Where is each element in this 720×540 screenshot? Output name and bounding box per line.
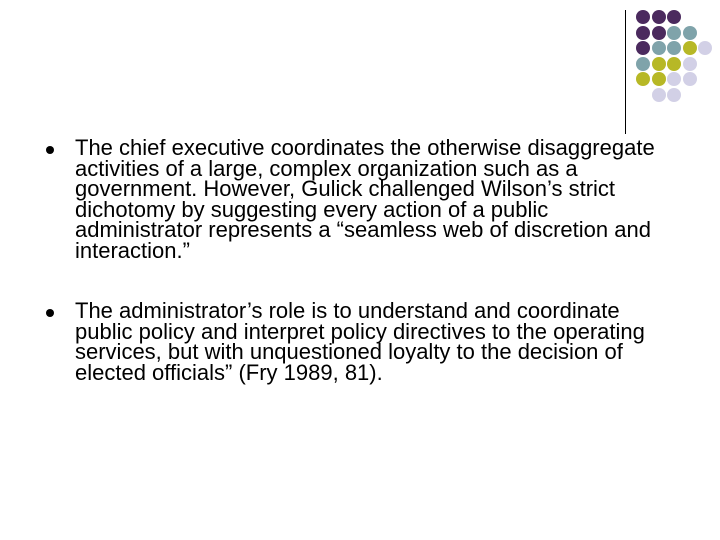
decorative-dot [667, 10, 681, 24]
decorative-dot [698, 41, 712, 55]
decorative-dot [636, 57, 650, 71]
decorative-dot [636, 72, 650, 86]
decorative-dot [683, 72, 697, 86]
decorative-dot [652, 26, 666, 40]
bullet-dot-icon [46, 309, 54, 317]
decorative-dot [667, 57, 681, 71]
bullet-item-2 [46, 298, 676, 385]
decorative-dot [652, 57, 666, 71]
decorative-dot [652, 41, 666, 55]
decorative-dot [636, 10, 650, 24]
bullet-text: The chief executive coordinates the otherwise disaggregate activities of a large, complex organization such as a government. However, Gulick challenged Wilson’s strict dichotomy by suggesting every action of a public administrator represents a “seamless web of discretion and interaction.” [75, 135, 655, 263]
bullet-list [46, 135, 676, 385]
bullet-item-1 [46, 135, 676, 263]
decorative-dot [652, 72, 666, 86]
decorative-dot [667, 26, 681, 40]
bullet-dot-icon [46, 146, 54, 154]
decorative-dot [667, 88, 681, 102]
decorative-dot [683, 41, 697, 55]
bullet-text: The administrator’s role is to understand and coordinate public policy and interpret policy directives to the operating services, but with unquestioned loyalty to the decision of elected officials” (Fry 1989, 81). [75, 298, 645, 385]
decorative-dot [636, 26, 650, 40]
decorative-dot [636, 41, 650, 55]
decorative-dot [652, 88, 666, 102]
decorative-dot [667, 72, 681, 86]
vertical-divider-line [625, 10, 626, 134]
decorative-dot-grid [636, 10, 720, 118]
decorative-dot [667, 41, 681, 55]
decorative-dot [683, 57, 697, 71]
decorative-dot [683, 26, 697, 40]
decorative-dot [652, 10, 666, 24]
